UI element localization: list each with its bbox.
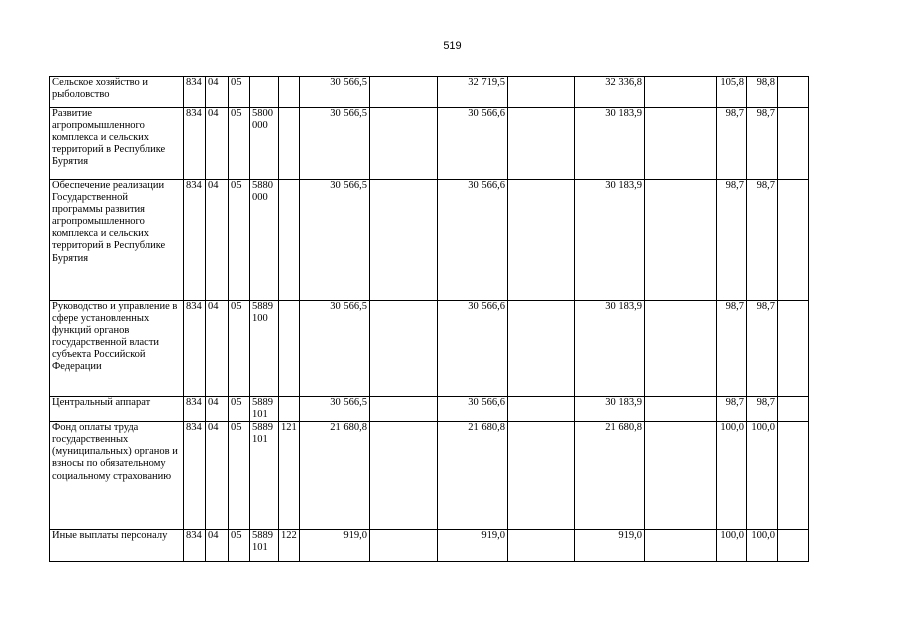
subsection-code: 05 — [229, 77, 250, 108]
section-code: 04 — [206, 422, 229, 530]
section-code: 04 — [206, 108, 229, 180]
expense-type-code — [279, 77, 300, 108]
executed-amount: 30 183,9 — [575, 301, 645, 397]
expense-type-code — [279, 301, 300, 397]
approved-amount: 30 566,5 — [300, 301, 370, 397]
section-code: 04 — [206, 301, 229, 397]
table-row — [50, 180, 809, 301]
refined-amount: 30 566,6 — [438, 180, 508, 301]
subsection-code: 05 — [229, 180, 250, 301]
target-code: 5880 000 — [250, 180, 279, 301]
percent-of-approved: 100,0 — [717, 530, 747, 562]
row-name: Иные выплаты персоналу — [50, 530, 184, 562]
executed-amount: 30 183,9 — [575, 397, 645, 422]
subsection-code: 05 — [229, 422, 250, 530]
empty-cell — [370, 422, 438, 530]
section-code: 04 — [206, 180, 229, 301]
percent-of-refined: 98,8 — [747, 77, 778, 108]
table-row — [50, 108, 809, 180]
row-name: Фонд оплаты труда государственных (муниципальных) органов и взносы по обязательному социальному страхованию — [50, 422, 184, 530]
empty-cell — [508, 77, 575, 108]
empty-cell — [370, 180, 438, 301]
expense-type-code — [279, 108, 300, 180]
extra-column — [778, 108, 809, 180]
subsection-code: 05 — [229, 397, 250, 422]
empty-cell — [370, 301, 438, 397]
executed-amount: 21 680,8 — [575, 422, 645, 530]
refined-amount: 30 566,6 — [438, 397, 508, 422]
page-number: 519 — [443, 40, 462, 52]
refined-amount: 30 566,6 — [438, 301, 508, 397]
table-row — [50, 422, 809, 530]
percent-of-approved: 98,7 — [717, 180, 747, 301]
percent-of-approved: 98,7 — [717, 108, 747, 180]
section-code: 04 — [206, 397, 229, 422]
empty-cell — [645, 77, 717, 108]
empty-cell — [645, 180, 717, 301]
extra-column — [778, 530, 809, 562]
percent-of-refined: 98,7 — [747, 301, 778, 397]
approved-amount: 30 566,5 — [300, 108, 370, 180]
subsection-code: 05 — [229, 530, 250, 562]
executed-amount: 32 336,8 — [575, 77, 645, 108]
approved-amount: 30 566,5 — [300, 397, 370, 422]
refined-amount: 919,0 — [438, 530, 508, 562]
subsection-code: 05 — [229, 301, 250, 397]
ministry-code: 834 — [184, 301, 206, 397]
refined-amount: 21 680,8 — [438, 422, 508, 530]
extra-column — [778, 301, 809, 397]
empty-cell — [508, 108, 575, 180]
percent-of-refined: 98,7 — [747, 180, 778, 301]
ministry-code: 834 — [184, 108, 206, 180]
row-name: Центральный аппарат — [50, 397, 184, 422]
expense-type-code: 122 — [279, 530, 300, 562]
empty-cell — [370, 397, 438, 422]
empty-cell — [645, 530, 717, 562]
percent-of-refined: 100,0 — [747, 530, 778, 562]
expense-type-code — [279, 397, 300, 422]
empty-cell — [508, 530, 575, 562]
target-code: 5889 101 — [250, 397, 279, 422]
approved-amount: 919,0 — [300, 530, 370, 562]
expense-type-code: 121 — [279, 422, 300, 530]
table-row — [50, 77, 809, 108]
expense-type-code — [279, 180, 300, 301]
executed-amount: 30 183,9 — [575, 108, 645, 180]
executed-amount: 30 183,9 — [575, 180, 645, 301]
row-name: Сельское хозяйство и рыболовство — [50, 77, 184, 108]
subsection-code: 05 — [229, 108, 250, 180]
refined-amount: 30 566,6 — [438, 108, 508, 180]
approved-amount: 30 566,5 — [300, 77, 370, 108]
ministry-code: 834 — [184, 530, 206, 562]
extra-column — [778, 422, 809, 530]
section-code: 04 — [206, 530, 229, 562]
row-name: Обеспечение реализации Государственной программы развития агропромышленного комплекса и сельских территорий в Республике Бурятия — [50, 180, 184, 301]
target-code: 5889 101 — [250, 530, 279, 562]
ministry-code: 834 — [184, 397, 206, 422]
percent-of-refined: 98,7 — [747, 397, 778, 422]
empty-cell — [370, 77, 438, 108]
row-name: Руководство и управление в сфере установленных функций органов государственной власти субъекта Российской Федерации — [50, 301, 184, 397]
percent-of-refined: 100,0 — [747, 422, 778, 530]
empty-cell — [370, 530, 438, 562]
approved-amount: 21 680,8 — [300, 422, 370, 530]
extra-column — [778, 180, 809, 301]
percent-of-approved: 105,8 — [717, 77, 747, 108]
target-code — [250, 77, 279, 108]
table-body — [50, 77, 809, 562]
ministry-code: 834 — [184, 180, 206, 301]
percent-of-approved: 98,7 — [717, 301, 747, 397]
empty-cell — [370, 108, 438, 180]
table-row — [50, 397, 809, 422]
table-row — [50, 530, 809, 562]
target-code: 5889 101 — [250, 422, 279, 530]
target-code: 5800 000 — [250, 108, 279, 180]
section-code: 04 — [206, 77, 229, 108]
empty-cell — [508, 422, 575, 530]
refined-amount: 32 719,5 — [438, 77, 508, 108]
ministry-code: 834 — [184, 422, 206, 530]
empty-cell — [645, 108, 717, 180]
approved-amount: 30 566,5 — [300, 180, 370, 301]
percent-of-refined: 98,7 — [747, 108, 778, 180]
executed-amount: 919,0 — [575, 530, 645, 562]
extra-column — [778, 397, 809, 422]
row-name: Развитие агропромышленного комплекса и сельских территорий в Республике Бурятия — [50, 108, 184, 180]
target-code: 5889 100 — [250, 301, 279, 397]
empty-cell — [508, 301, 575, 397]
empty-cell — [508, 180, 575, 301]
table-row — [50, 301, 809, 397]
empty-cell — [645, 301, 717, 397]
empty-cell — [508, 397, 575, 422]
ministry-code: 834 — [184, 77, 206, 108]
extra-column — [778, 77, 809, 108]
percent-of-approved: 100,0 — [717, 422, 747, 530]
empty-cell — [645, 422, 717, 530]
budget-table — [49, 76, 809, 562]
percent-of-approved: 98,7 — [717, 397, 747, 422]
empty-cell — [645, 397, 717, 422]
